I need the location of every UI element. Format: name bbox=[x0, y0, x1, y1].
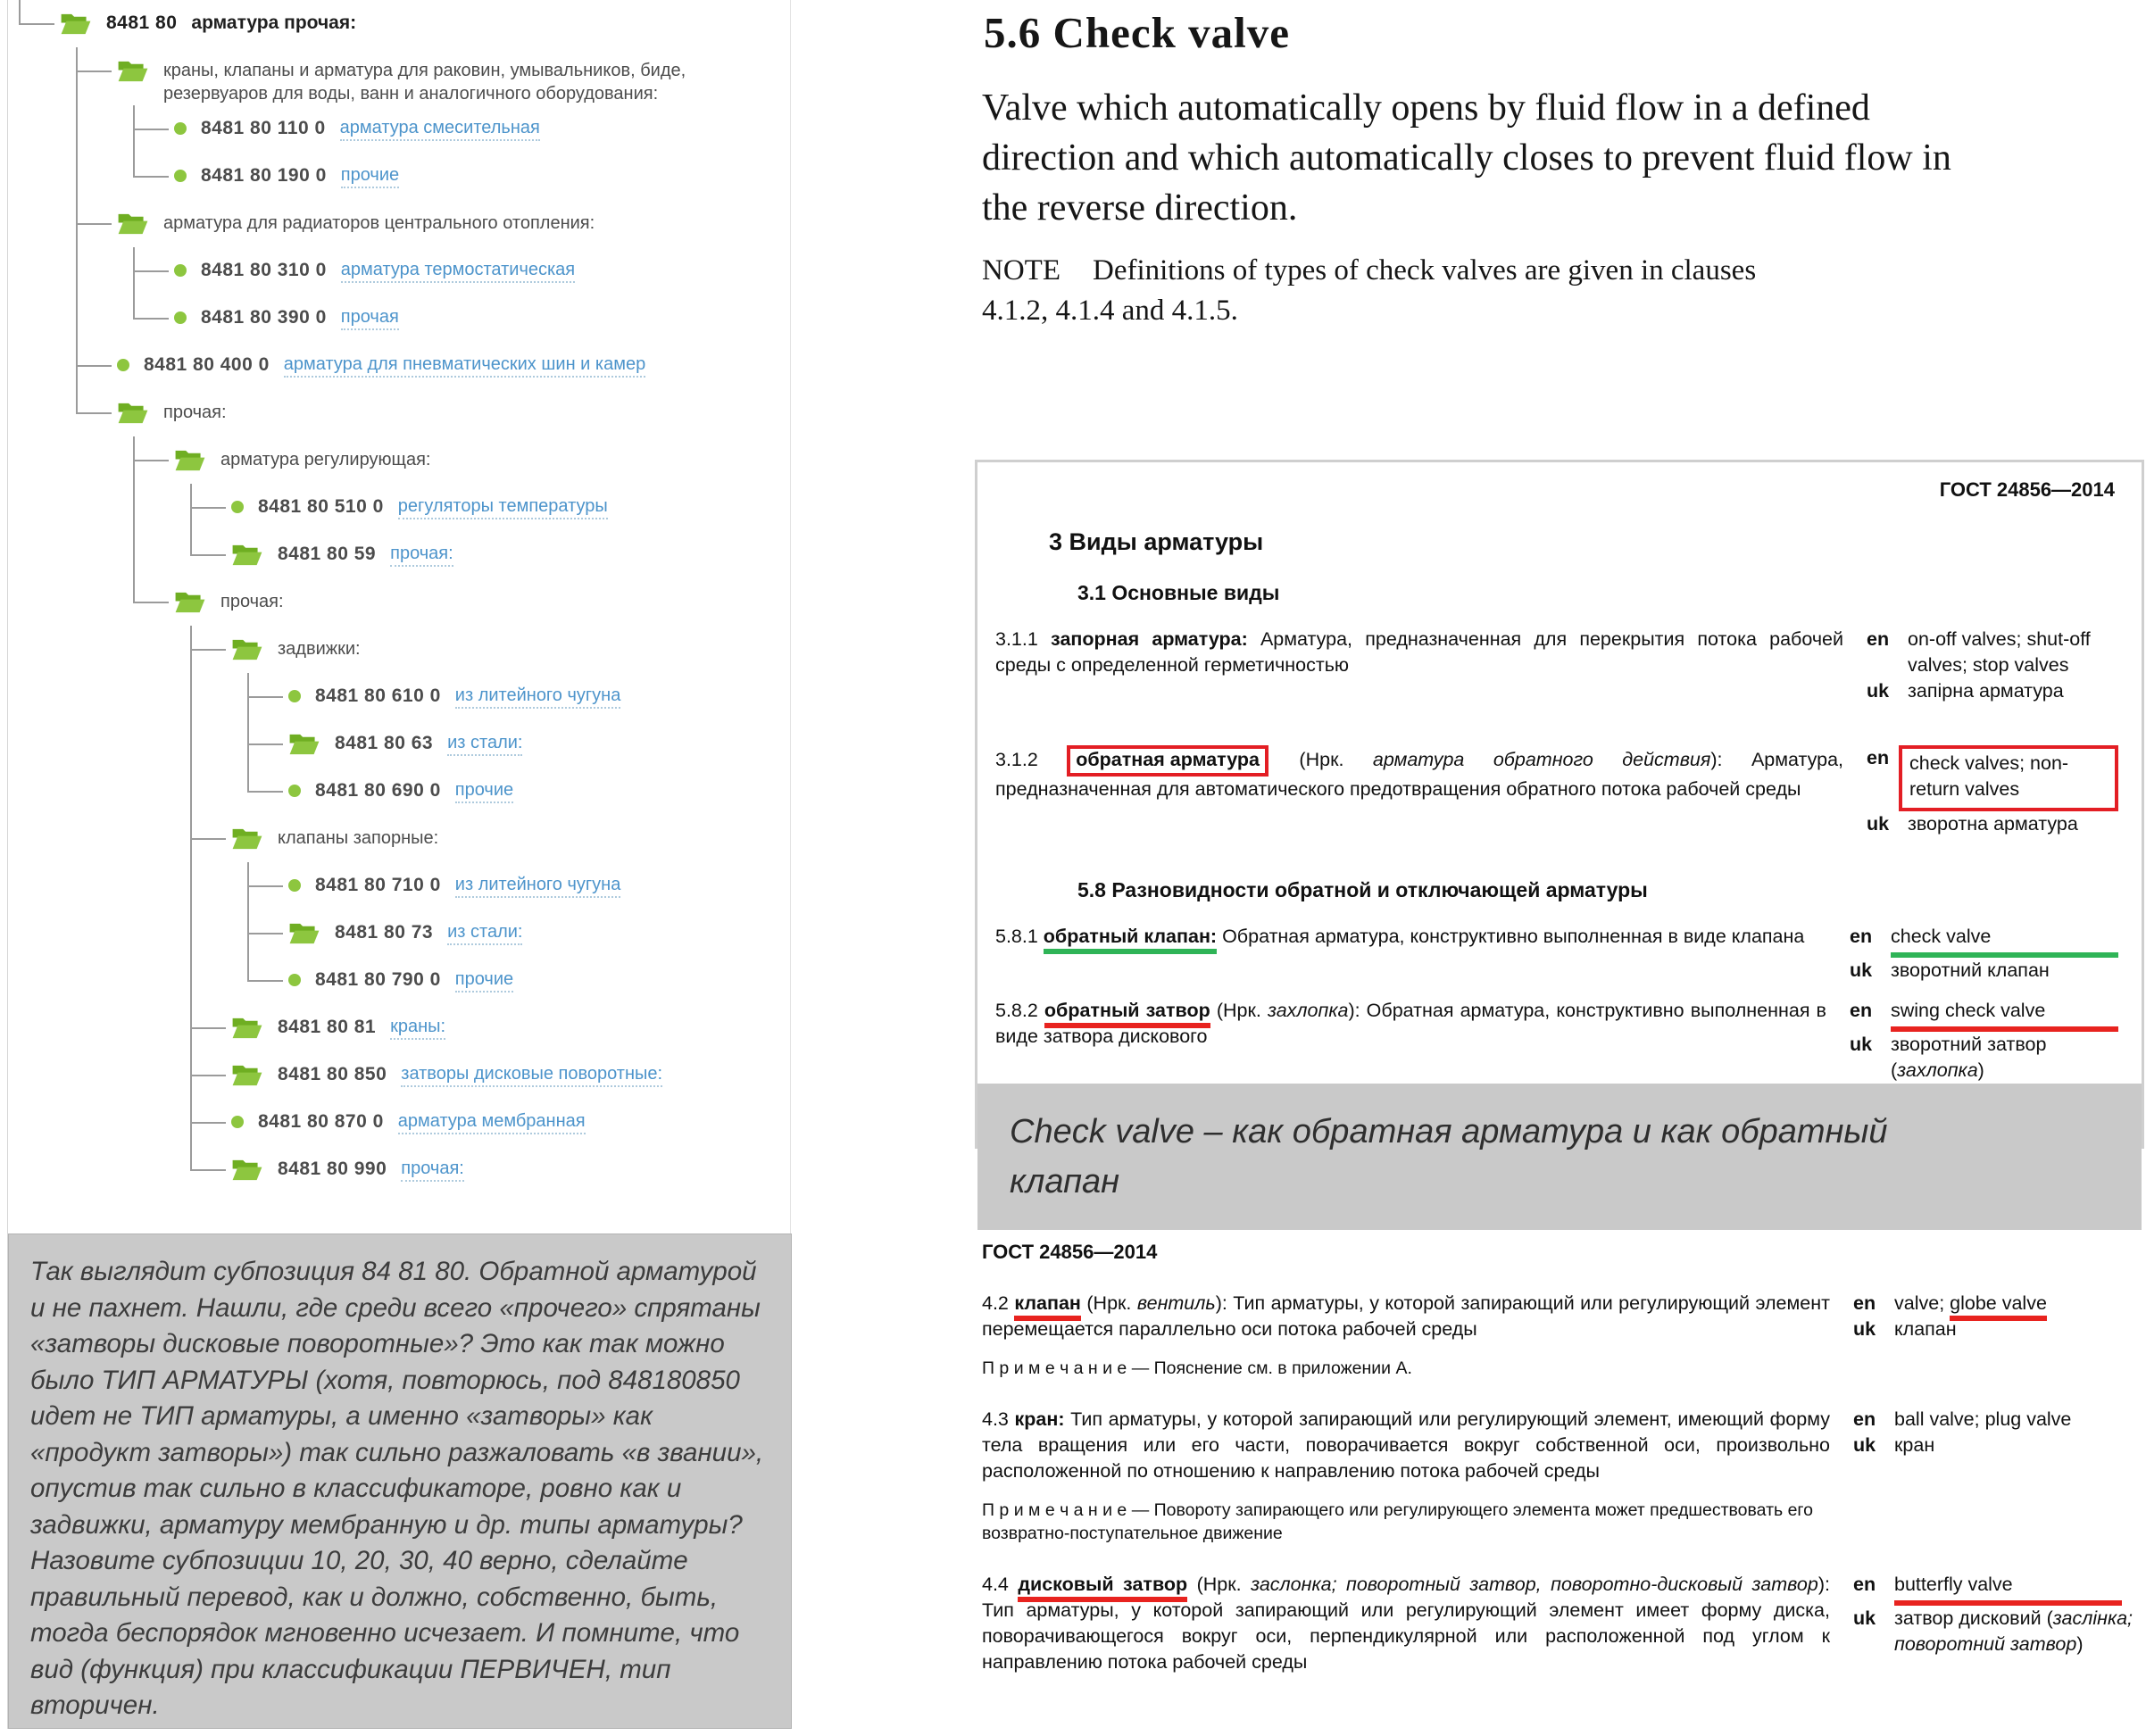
translation-text bbox=[1894, 1407, 2139, 1433]
tnved-code: 8481 80 110 0 bbox=[201, 118, 326, 138]
text-segment: 4.4 bbox=[982, 1574, 1019, 1595]
tree-branch-row[interactable] bbox=[117, 47, 790, 105]
tree-branch-row[interactable] bbox=[174, 436, 790, 484]
tnved-code: 8481 80 390 0 bbox=[201, 307, 327, 328]
tnved-code: 8481 80 63 bbox=[335, 733, 434, 753]
gost-section-heading: 5.8 Разновидности обратной и отключающей арматуры bbox=[1077, 878, 1648, 901]
folder-open-icon bbox=[231, 1016, 263, 1040]
text-segment: ): Обратная арматура, конструктивно выполненная в виде затвора дискового bbox=[995, 1000, 1826, 1047]
tree-children bbox=[117, 247, 790, 342]
text-segment: check valves; non-return valves bbox=[1899, 745, 2118, 811]
folder-open-icon bbox=[117, 59, 149, 83]
check-valve-heading: 5.6 Check valve bbox=[984, 8, 1290, 57]
tree-node bbox=[133, 153, 790, 200]
translations-column bbox=[1853, 1291, 2139, 1342]
tree-branch-row[interactable] bbox=[117, 200, 790, 247]
language-label: en bbox=[1850, 926, 1873, 947]
tnved-link[interactable]: прочие bbox=[455, 968, 513, 993]
translation-text bbox=[1894, 1433, 2139, 1458]
gost-definition-entry bbox=[995, 745, 2118, 837]
tree-leaf-row[interactable] bbox=[231, 1004, 790, 1051]
text-segment: ): Тип арматуры, у которой запирающий или регулирующий элемент имеет форму диска, поворачивающегося вокруг оси, перпендикулярной или расположенной под углом к направлению потока рабочей среды bbox=[982, 1574, 1830, 1673]
tree-node bbox=[76, 47, 790, 200]
translation-text bbox=[1891, 998, 2118, 1032]
translations-column bbox=[1867, 627, 2118, 704]
text-segment: вентиль bbox=[1136, 1292, 1216, 1314]
gost-doc-ref: ГОСТ 24856—2014 bbox=[1939, 478, 2115, 501]
language-label: uk bbox=[1850, 1034, 1873, 1055]
gost-box-content bbox=[977, 462, 2142, 1084]
translations-column bbox=[1850, 924, 2118, 984]
document-panel bbox=[982, 0, 2139, 1736]
tree-leaf-row[interactable] bbox=[288, 673, 790, 720]
gost-section-heading: 3.1 Основные виды bbox=[1077, 581, 1280, 604]
tnved-label: краны, клапаны и арматура для раковин, умывальников, биде, резервуаров для воды, ванн и аналогичного оборудования: bbox=[163, 61, 686, 104]
text-segment: запірна арматура bbox=[1908, 680, 2064, 702]
translation-text bbox=[1908, 745, 2118, 811]
translations-column bbox=[1853, 1572, 2139, 1675]
definition-text bbox=[995, 745, 1843, 837]
tnved-link[interactable]: прочие bbox=[341, 164, 399, 188]
tree-branch-row[interactable] bbox=[174, 578, 790, 626]
check-valve-note bbox=[982, 251, 1812, 331]
bullet-icon bbox=[117, 359, 129, 371]
tree-node bbox=[190, 531, 790, 578]
gost-section-heading: 3 Виды арматуры bbox=[1049, 528, 1264, 555]
tnved-code: 8481 80 510 0 bbox=[258, 496, 384, 517]
bullet-icon bbox=[174, 170, 187, 182]
language-label: en bbox=[1853, 1292, 1876, 1314]
language-label: uk bbox=[1853, 1607, 1876, 1629]
tree-children bbox=[60, 47, 790, 1193]
check-valve-body: Valve which automatically opens by fluid flow in a defined direction and which automatically closes to prevent fluid flow in the reverse direction. bbox=[982, 87, 1951, 228]
text-segment: зворотний затвор ( bbox=[1891, 1034, 2047, 1081]
tnved-link[interactable]: регуляторы температуры bbox=[398, 495, 608, 519]
bullet-icon bbox=[231, 1116, 244, 1128]
translation-text bbox=[1908, 627, 2118, 678]
text-segment: Тип арматуры, у которой запирающий или регулирующий элемент, имеющий форму тела вращения или его части, поворачивается вокруг собственной оси, произвольно расположенной по отношению к направлению потока рабочей среды bbox=[982, 1408, 1830, 1482]
tree-node bbox=[190, 1051, 790, 1099]
tree-children bbox=[174, 484, 790, 578]
tnved-code: 8481 80 59 bbox=[278, 544, 377, 564]
text-segment: check valve bbox=[1891, 924, 2118, 958]
tree-leaf-row[interactable] bbox=[288, 720, 790, 768]
folder-open-icon bbox=[117, 401, 149, 425]
commentary-block bbox=[8, 1233, 792, 1729]
text-segment: (Нрк. bbox=[1187, 1574, 1252, 1595]
tree-node bbox=[76, 200, 790, 342]
tnved-link[interactable]: арматура для пневматических шин и камер bbox=[284, 353, 645, 378]
translation-text bbox=[1894, 1606, 2139, 1657]
translation-text bbox=[1894, 1572, 2139, 1606]
text-segment: зворотний клапан bbox=[1891, 959, 2050, 981]
tree-node bbox=[190, 815, 790, 1004]
folder-open-icon bbox=[174, 590, 206, 614]
tnved-link[interactable]: прочие bbox=[455, 779, 513, 803]
text-segment: кран: bbox=[1014, 1408, 1065, 1430]
language-label: en bbox=[1850, 1000, 1873, 1021]
text-segment: обратная арматура bbox=[1067, 745, 1268, 777]
gost-note: П р и м е ч а н и е — Пояснение см. в приложении А. bbox=[982, 1358, 1412, 1378]
language-label: en bbox=[1853, 1408, 1876, 1430]
text-segment: ): Арматура, предназначенная для автоматического предотвращения обратного потока рабочей среды bbox=[995, 749, 1843, 800]
folder-open-icon bbox=[231, 826, 263, 851]
bullet-icon bbox=[288, 879, 301, 892]
tnved-label: клапаны запорные: bbox=[278, 828, 439, 848]
translations-column bbox=[1850, 998, 2118, 1084]
gost-doc-ref-bottom: ГОСТ 24856—2014 bbox=[982, 1241, 1158, 1263]
bullet-icon bbox=[174, 311, 187, 324]
tree-node bbox=[190, 1004, 790, 1051]
tree-leaf-row[interactable] bbox=[288, 862, 790, 910]
text-segment: захлопка bbox=[1267, 1000, 1349, 1021]
text-segment: 5.8.2 bbox=[995, 1000, 1044, 1021]
text-segment: valve; bbox=[1894, 1292, 1951, 1314]
tnved-label: задвижки: bbox=[278, 639, 361, 659]
tree-leaf-row[interactable] bbox=[174, 295, 790, 342]
text-segment: (Нрк. bbox=[1080, 1292, 1137, 1314]
commentary-text: Так выглядит субпозиция 84 81 80. Обратной арматурой и не пахнет. Нашли, где среди всего «прочего» спрятаны «затворы дисковые поворотные»? Это как так можно было ТИП АРМАТУРЫ (хотя, повторюсь, под 848180850 идет не ТИП арматуры, а именно «затворы» как «продукт затворы») так сильно разжаловать «в звании», опустив так сильно в классификаторе, ровно как и задвижки, арматуру мембранную и др. типы арматуры? Назовите субпозиции 10, 20, 30, 40 верно, сделайте правильный перевод, как и должно, собственно, быть, тогда беспорядок мгновенно исчезает. И помните, что вид (функция) при классификации ПЕРВИЧЕН, тип вторичен. bbox=[30, 1257, 764, 1720]
text-segment: заслонка; поворотный затвор, поворотно-дисковый затвор bbox=[1251, 1574, 1818, 1595]
tree-node bbox=[133, 295, 790, 342]
language-label: en bbox=[1867, 628, 1890, 650]
tnved-code: 8481 80 400 0 bbox=[144, 354, 270, 375]
tnved-link[interactable]: краны: bbox=[390, 1016, 445, 1040]
text-segment: globe valve bbox=[1950, 1292, 2047, 1321]
bullet-icon bbox=[231, 501, 244, 513]
language-label: en bbox=[1853, 1574, 1876, 1595]
tree-leaf-row[interactable] bbox=[174, 247, 790, 295]
tree-children bbox=[117, 436, 790, 1193]
tree-node bbox=[247, 957, 790, 1004]
text-segment: дисковый затвор bbox=[1018, 1574, 1187, 1602]
text-segment: (Нрк. bbox=[1210, 1000, 1268, 1021]
gost-definition-entry bbox=[982, 1407, 2139, 1484]
tnved-link[interactable]: прочая bbox=[341, 306, 399, 330]
tnved-code: 8481 80 850 bbox=[278, 1064, 387, 1084]
folder-open-icon bbox=[231, 543, 263, 567]
tnved-code: 8481 80 610 0 bbox=[315, 685, 441, 706]
tnved-code: 8481 80 81 bbox=[278, 1017, 377, 1037]
tree-children bbox=[231, 862, 790, 1004]
tree-leaf-row[interactable] bbox=[288, 768, 790, 815]
folder-open-icon bbox=[231, 637, 263, 661]
folder-open-icon bbox=[288, 921, 320, 945]
tree-children bbox=[231, 673, 790, 815]
translation-text bbox=[1894, 1291, 2139, 1317]
definition-text bbox=[995, 627, 1843, 704]
text-segment: ball valve; plug valve bbox=[1894, 1408, 2072, 1430]
tnved-label: прочая: bbox=[163, 403, 227, 422]
translations-column bbox=[1867, 745, 2118, 837]
tree-branch-row[interactable] bbox=[117, 389, 790, 436]
text-segment: арматура обратного действия bbox=[1372, 749, 1711, 770]
translation-text bbox=[1908, 811, 2118, 837]
tnved-link[interactable]: прочая: bbox=[390, 543, 453, 567]
tnved-code: 8481 80 690 0 bbox=[315, 780, 441, 801]
tnved-link[interactable]: арматура смесительная bbox=[340, 117, 540, 141]
tree-leaf-row[interactable] bbox=[174, 153, 790, 200]
language-label: en bbox=[1867, 747, 1890, 768]
tnved-code: 8481 80 710 0 bbox=[315, 875, 441, 895]
text-segment: ): Тип арматуры, у которой запирающий или регулирующий элемент перемещается параллельно оси потока рабочей среды bbox=[982, 1292, 1830, 1340]
tree-node bbox=[19, 0, 790, 1193]
tnved-link[interactable]: прочая: bbox=[401, 1158, 464, 1182]
tree-children bbox=[174, 626, 790, 1193]
bullet-icon bbox=[174, 264, 187, 277]
gost-definition-entry bbox=[995, 924, 2118, 984]
tnved-label: арматура регулирующая: bbox=[220, 450, 431, 469]
figure-caption: Check valve – как обратная арматура и как обратный клапан bbox=[977, 1084, 2142, 1230]
text-segment: заслінка; поворотний затвор bbox=[1894, 1607, 2134, 1655]
gost-note: П р и м е ч а н и е — Повороту запирающего или регулирующего элемента может предшествовать его возвратно-поступательное движение bbox=[982, 1500, 1813, 1543]
bullet-icon bbox=[174, 122, 187, 135]
folder-open-icon bbox=[231, 1063, 263, 1087]
tnved-code: 8481 80 310 0 bbox=[201, 260, 327, 280]
bullet-icon bbox=[288, 785, 301, 797]
folder-open-icon bbox=[174, 448, 206, 472]
tree-leaf-row[interactable] bbox=[288, 910, 790, 957]
translation-text bbox=[1908, 678, 2118, 704]
tree-node bbox=[247, 862, 790, 910]
gost-definition-entry bbox=[995, 627, 2118, 704]
gost-box-items bbox=[995, 528, 2118, 1084]
text-segment: ) bbox=[2076, 1633, 2084, 1655]
tree-leaf-row[interactable] bbox=[231, 484, 790, 531]
tnved-code: 8481 80 73 bbox=[335, 922, 434, 943]
tree-leaf-row[interactable] bbox=[231, 1146, 790, 1193]
text-segment: 3.1.1 bbox=[995, 628, 1052, 650]
definition-text bbox=[982, 1572, 1830, 1675]
language-label: uk bbox=[1867, 813, 1890, 835]
tree-branch-row[interactable] bbox=[231, 815, 790, 862]
gost-bottom-items bbox=[982, 1291, 2139, 1675]
tree-node bbox=[133, 247, 790, 295]
tree-node bbox=[190, 1099, 790, 1146]
bullet-icon bbox=[288, 690, 301, 702]
tree-leaf-row[interactable] bbox=[231, 1099, 790, 1146]
tree-node bbox=[133, 578, 790, 1193]
tree-leaf-row[interactable] bbox=[231, 1051, 790, 1099]
definition-text bbox=[982, 1291, 1830, 1342]
language-label: uk bbox=[1867, 680, 1890, 702]
text-segment: зворотна арматура bbox=[1908, 813, 2078, 835]
tnved-label: арматура для радиаторов центрального отопления: bbox=[163, 213, 595, 233]
classifier-panel bbox=[7, 0, 791, 1729]
translation-text bbox=[1891, 1032, 2118, 1084]
text-segment: 3.1.2 bbox=[995, 749, 1068, 770]
translation-text bbox=[1891, 924, 2118, 958]
language-label: uk bbox=[1853, 1434, 1876, 1456]
text-segment: butterfly valve bbox=[1894, 1572, 2122, 1606]
language-label: uk bbox=[1850, 959, 1873, 981]
translations-column bbox=[1853, 1407, 2139, 1484]
tnved-link[interactable]: из стали: bbox=[447, 921, 522, 945]
tnved-code: 8481 80 bbox=[106, 12, 178, 33]
text-segment: on-off valves; shut-off valves; stop valves bbox=[1908, 628, 2091, 676]
tree-branch-row[interactable] bbox=[60, 0, 790, 47]
note-text: Definitions of types of check valves are given in clauses 4.1.2, 4.1.4 and 4.1.5. bbox=[982, 254, 1757, 327]
tree-node bbox=[190, 484, 790, 531]
text-segment: Обратная арматура, конструктивно выполненная в виде клапана bbox=[1217, 926, 1805, 947]
gost-definition-entry bbox=[982, 1572, 2139, 1675]
tree-node bbox=[133, 105, 790, 153]
bullet-icon bbox=[288, 974, 301, 986]
tnved-link[interactable]: арматура мембранная bbox=[398, 1110, 586, 1134]
text-segment: кран bbox=[1894, 1434, 1935, 1456]
tree-node bbox=[247, 673, 790, 720]
gost-scan-box bbox=[975, 460, 2144, 1200]
text-segment: 4.3 bbox=[982, 1408, 1015, 1430]
text-segment: захлопка bbox=[1897, 1059, 1978, 1081]
definition-text bbox=[995, 998, 1826, 1084]
tnved-code: 8481 80 790 0 bbox=[315, 969, 441, 990]
text-segment: 4.2 bbox=[982, 1292, 1015, 1314]
text-segment: обратный клапан: bbox=[1044, 926, 1217, 954]
tree-leaf-row[interactable] bbox=[117, 342, 790, 389]
folder-open-icon bbox=[288, 732, 320, 756]
tree-node bbox=[76, 342, 790, 389]
text-segment: Арматура, предназначенная для перекрытия потока рабочей среды с определенной герметичностью bbox=[995, 628, 1844, 676]
text-segment: обратный затвор bbox=[1044, 1000, 1210, 1028]
tree-leaf-row[interactable] bbox=[288, 957, 790, 1004]
tree-node bbox=[190, 626, 790, 815]
text-segment: ) bbox=[1977, 1059, 1984, 1081]
translation-text bbox=[1891, 958, 2118, 984]
text-segment: (Нрк. bbox=[1269, 749, 1373, 770]
gost-definition-entry bbox=[982, 1291, 2139, 1342]
tree-branch-row[interactable] bbox=[231, 626, 790, 673]
translation-text bbox=[1894, 1317, 2139, 1342]
tnved-link[interactable]: из литейного чугуна bbox=[455, 685, 621, 709]
tnved-link[interactable]: из литейного чугуна bbox=[455, 874, 621, 898]
text-segment: swing check valve bbox=[1891, 998, 2118, 1032]
folder-open-icon bbox=[231, 1158, 263, 1182]
tree-node bbox=[133, 436, 790, 578]
text-segment: затвор дисковий ( bbox=[1894, 1607, 2053, 1629]
tnved-link[interactable]: из стали: bbox=[447, 732, 522, 756]
tree-node bbox=[247, 720, 790, 768]
check-valve-definition bbox=[982, 7, 2139, 331]
tnved-code: 8481 80 990 bbox=[278, 1159, 387, 1179]
tnved-code: 8481 80 870 0 bbox=[258, 1111, 384, 1132]
tree-node bbox=[190, 1146, 790, 1193]
folder-open-icon bbox=[60, 12, 92, 36]
tree-root-list bbox=[8, 0, 790, 1193]
text-segment: запорная арматура: bbox=[1051, 628, 1248, 650]
text-segment: 5.8.1 bbox=[995, 926, 1044, 947]
folder-open-icon bbox=[117, 212, 149, 236]
gost-scan-bottom bbox=[982, 1241, 2139, 1675]
text-segment: клапан bbox=[1894, 1318, 1957, 1340]
tnved-label: прочая: bbox=[220, 592, 284, 611]
tnved-link[interactable]: затворы дисковые поворотные: bbox=[401, 1063, 662, 1087]
gost-definition-entry bbox=[995, 998, 2118, 1084]
tnved-label: арматура прочая: bbox=[191, 12, 357, 33]
tree-node bbox=[76, 389, 790, 1193]
tree-node bbox=[247, 910, 790, 957]
tnved-tree bbox=[8, 0, 790, 1193]
note-label: NOTE bbox=[982, 254, 1061, 287]
language-label: uk bbox=[1853, 1318, 1876, 1340]
tnved-link[interactable]: арматура термостатическая bbox=[341, 259, 575, 283]
tree-children bbox=[117, 105, 790, 200]
definition-text bbox=[995, 924, 1826, 984]
tree-node bbox=[247, 768, 790, 815]
tree-leaf-row[interactable] bbox=[174, 105, 790, 153]
tnved-code: 8481 80 190 0 bbox=[201, 165, 327, 186]
text-segment: клапан bbox=[1014, 1292, 1081, 1321]
definition-text bbox=[982, 1407, 1830, 1484]
tree-leaf-row[interactable] bbox=[231, 531, 790, 578]
